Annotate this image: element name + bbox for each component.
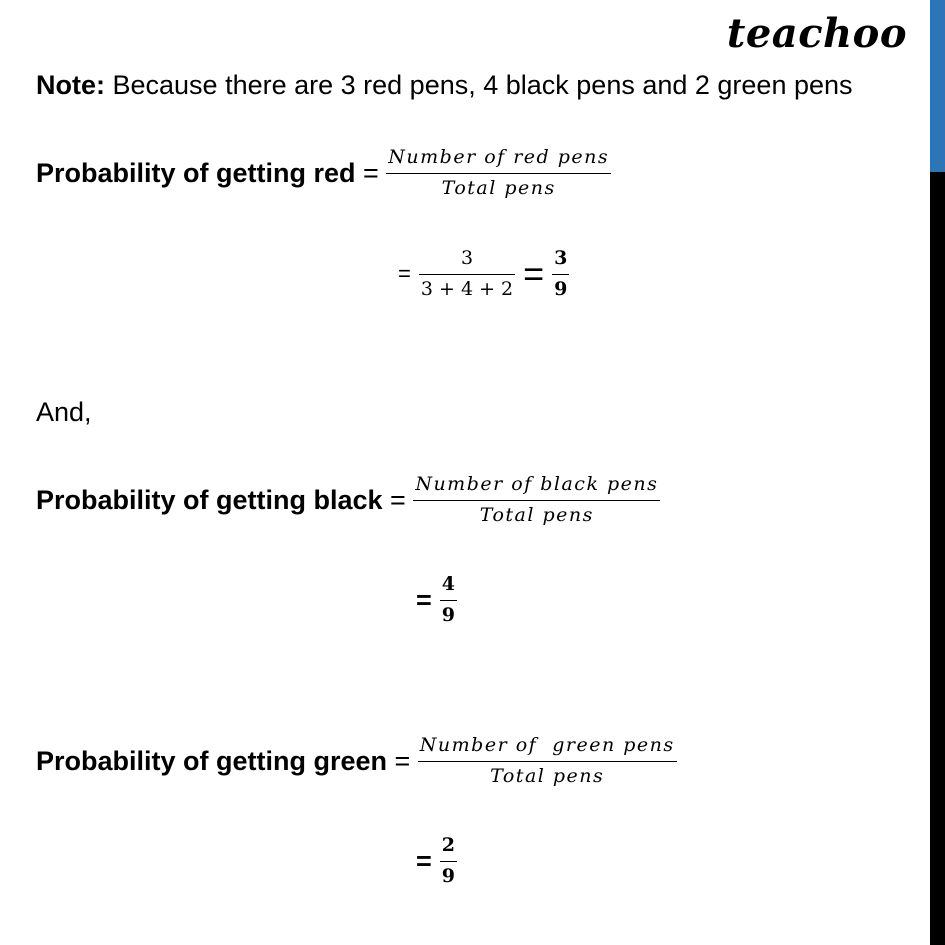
red-definition-fraction xyxy=(386,146,611,201)
green-probability-label: Probability of getting green xyxy=(36,745,388,776)
green-equals: = xyxy=(387,745,418,776)
red-equals: = xyxy=(355,157,387,188)
black-result-line xyxy=(416,573,457,628)
black-probability-line xyxy=(36,473,660,528)
red-step-numerator: 3 xyxy=(460,247,474,269)
right-sidebar-strip xyxy=(930,0,945,945)
red-step-fraction xyxy=(419,247,515,302)
red-result-denominator: 9 xyxy=(554,277,568,300)
note-label: Note: xyxy=(36,70,105,100)
note-text: Because there are 3 red pens, 4 black pens and 2 green pens xyxy=(105,70,853,100)
red-step-denominator: 3 + 4 + 2 xyxy=(420,277,514,300)
black-result-equals: = xyxy=(416,584,432,615)
green-result-equals: = xyxy=(416,845,432,876)
red-result-equals: = xyxy=(523,253,545,295)
red-computation-line xyxy=(398,247,569,302)
fraction-bar xyxy=(413,500,660,501)
and-text: And, xyxy=(36,397,92,427)
green-fraction-denominator: Total pens xyxy=(490,764,605,787)
black-equals: = xyxy=(382,484,414,515)
fraction-bar xyxy=(552,274,569,275)
red-fraction-denominator: Total pens xyxy=(441,176,556,199)
red-fraction-numerator: Number of red pens xyxy=(388,146,610,168)
green-result-numerator: 2 xyxy=(441,834,456,856)
sidebar-accent-bar xyxy=(930,0,945,172)
black-fraction-numerator: Number of black pens xyxy=(415,473,659,495)
green-fraction-numerator: Number of green pens xyxy=(419,734,675,756)
green-result-fraction xyxy=(440,834,457,889)
green-definition-fraction xyxy=(418,734,677,789)
black-definition-fraction xyxy=(413,473,660,528)
green-probability-line xyxy=(36,734,677,789)
red-probability-label: Probability of getting red xyxy=(36,157,356,188)
black-result-fraction xyxy=(440,573,457,628)
black-result-denominator: 9 xyxy=(441,603,456,626)
fraction-bar xyxy=(440,600,457,601)
fraction-bar xyxy=(440,861,457,862)
green-result-line xyxy=(416,834,457,889)
black-result-numerator: 4 xyxy=(441,573,456,595)
red-result-fraction xyxy=(552,247,569,302)
black-probability-label: Probability of getting black xyxy=(36,484,383,515)
red-step-equals: = xyxy=(398,261,411,287)
note-line xyxy=(36,70,853,101)
red-result-numerator: 3 xyxy=(554,247,568,269)
red-probability-line xyxy=(36,146,611,201)
fraction-bar xyxy=(419,274,515,275)
fraction-bar xyxy=(418,761,677,762)
fraction-bar xyxy=(386,173,611,174)
brand-logo: teachoo xyxy=(726,10,907,57)
green-result-denominator: 9 xyxy=(441,864,456,887)
black-fraction-denominator: Total pens xyxy=(479,503,594,526)
